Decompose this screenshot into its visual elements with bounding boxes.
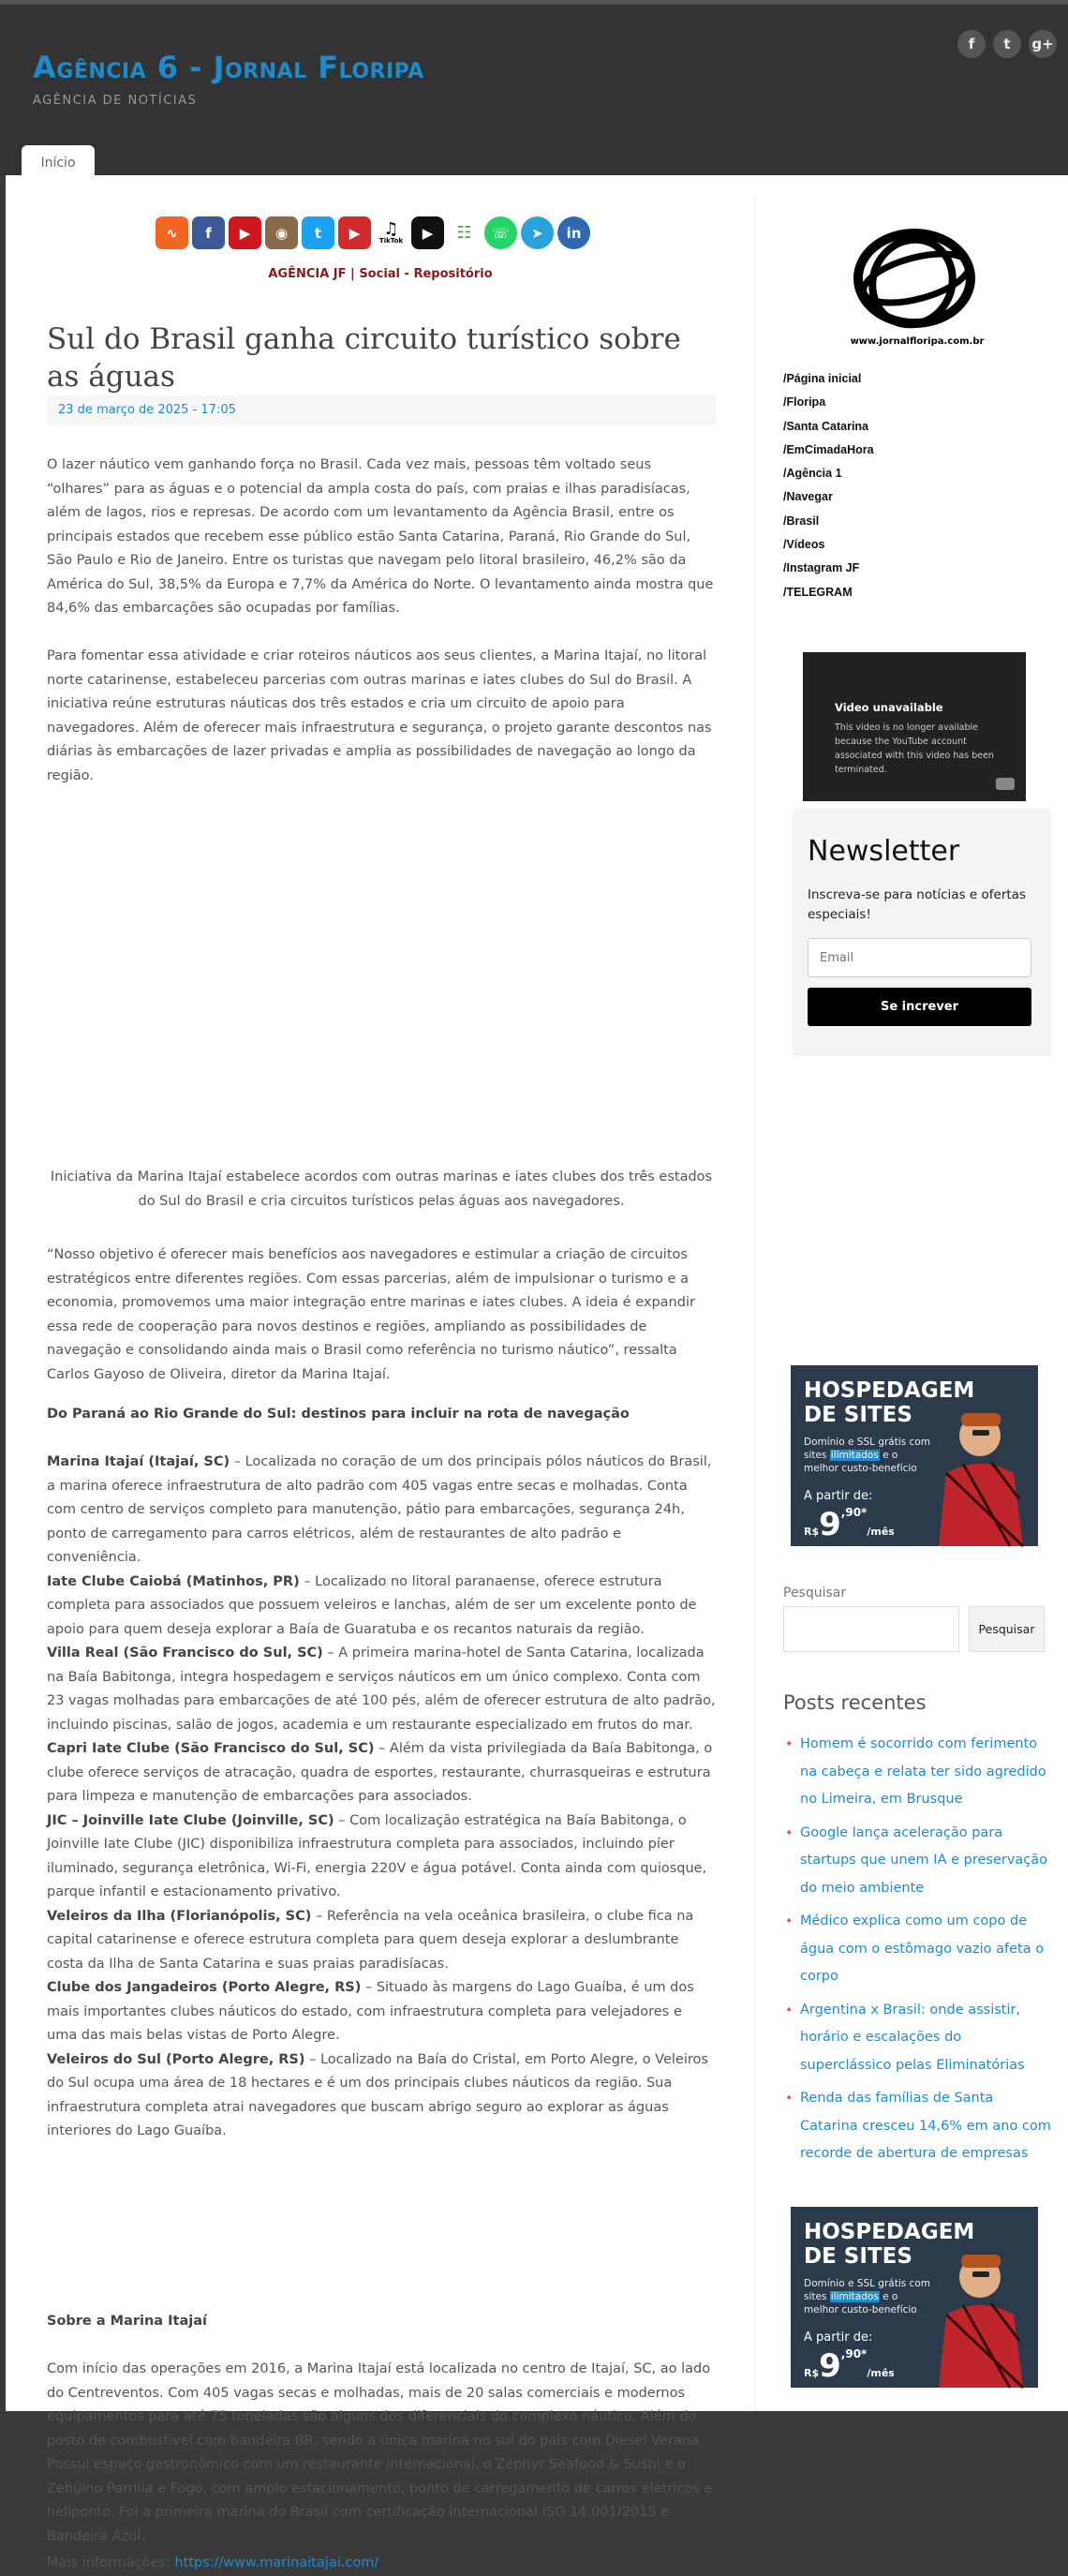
recent-posts-list: [783, 1731, 1055, 2174]
ad-person-image: [926, 2238, 1029, 2388]
ad-price: $R\$9^{,90*}$/mês: [804, 2347, 895, 2385]
logo-url-text: www.jornalfloripa.com.br: [850, 336, 985, 347]
ad-title: HOSPEDAGEM DE SITES: [804, 2220, 975, 2269]
search-input[interactable]: [783, 1606, 959, 1652]
youtube-logo-icon[interactable]: [996, 778, 1015, 790]
site-title[interactable]: Agência 6 - Jornal Floripa: [33, 50, 424, 85]
youtube-icon[interactable]: ▶: [229, 216, 261, 249]
newsletter-box: [793, 809, 1051, 1056]
more-info: Mais informações: https://www.marinaitajai.com/: [47, 2555, 379, 2570]
newsletter-text: Inscreva-se para notícias e ofertas especiais!: [808, 887, 1026, 922]
sidebar-links: [783, 367, 874, 604]
hosting-ad-2[interactable]: [791, 2207, 1038, 2388]
facebook-icon[interactable]: f: [957, 30, 986, 58]
newsletter-email-input[interactable]: [808, 938, 1031, 977]
ad-from-label: A partir de:: [804, 1489, 873, 1503]
video-embed[interactable]: [803, 652, 1026, 801]
nav-tab-home[interactable]: Início: [22, 145, 95, 180]
sidebar-link-home[interactable]: /Página inicial: [783, 372, 862, 385]
ad-person-image: [926, 1396, 1029, 1546]
sidebar-link-videos[interactable]: /Vídeos: [783, 538, 825, 552]
marina-item: Clube dos Jangadeiros (Porto Alegre, RS) – Situado às margens do Lago Guaíba, é um dos mais importantes clubes náuticos do estado, com infraestrutura completa para velejadores e uma das mais belas vistas de Porto Alegre.: [47, 1980, 694, 2043]
linkedin-icon[interactable]: in: [557, 216, 590, 249]
marina-item: Veleiros da Ilha (Florianópolis, SC) – Referência na vela oceânica brasileira, o clube fica na capital catarinense e oferece estrutura completa para quem deseja explorar a deslumbrante costa da Ilha de Santa Catarina e suas praias paradisíacas.: [47, 1908, 694, 1972]
marina-item: JIC – Joinville Iate Clube (Joinville, SC) – Com localização estratégica na Baía Babitonga, o Joinville Iate Clube (JIC) disponibiliza infraestrutura completa para associados, incluindo píer iluminado, segurança eletrônica, Wi-Fi, energia 220V e água potável. Conta ainda com quiosque, parque infantil e estacionamento privativo.: [47, 1812, 707, 1899]
recent-post-item[interactable]: ✦ Homem é socorrido com ferimento na cabeça e relata ter sido agredido no Limeira, em Brusque: [783, 1731, 1055, 1814]
recent-post-item[interactable]: ✦ Google lança aceleração para startups que unem IA e preservação do meio ambiente: [783, 1820, 1055, 1903]
agencia-social-link[interactable]: AGÊNCIA JF | Social - Repositório: [268, 267, 493, 281]
ad-subtitle: Domínio e SSL grátis com sites ilimitados e o melhor custo-benefício: [804, 2278, 930, 2315]
sidebar-link-floripa[interactable]: /Floripa: [783, 395, 826, 409]
site-header: [0, 0, 1068, 175]
post-date[interactable]: 23 de março de 2025 - 17:05: [47, 395, 716, 425]
newsletter-subscribe-button[interactable]: Se increver: [808, 988, 1031, 1026]
ad-from-label: A partir de:: [804, 2330, 873, 2345]
recent-post-item[interactable]: ✦ Médico explica como um copo de água com o estômago vazio afeta o corpo: [783, 1908, 1055, 1991]
tiktok-label: TikTok: [378, 236, 404, 245]
marina-item: Marina Itajaí (Itajaí, SC) – Localizada no coração de um dos principais pólos náuticos do Brasil, a marina oferece infraestrutura de alto padrão com 405 vagas entre secas e molhadas. Conta com centro de serviços completo para manutenção, pátio para embarcações, segurança 24h, ponto de carregamento para carros elétricos, além de restaurantes de alto padrão e conveniência.: [47, 1454, 712, 1565]
bullet-icon: ✦: [785, 2004, 794, 2016]
sidebar-link-agencia-1[interactable]: /Agência 1: [783, 467, 842, 481]
marina-website-link[interactable]: https://www.marinaitajai.com/: [174, 2555, 379, 2570]
sidebar-link-telegram[interactable]: /TELEGRAM: [783, 585, 853, 599]
section-heading-sobre: Sobre a Marina Itajaí: [47, 2314, 207, 2329]
article-paragraph-2: Para fomentar essa atividade e criar roteiros náuticos aos seus clientes, a Marina Itajaí, no litoral norte catarinense, estabeleceu parcerias com outras marinas e iates clubes do Sul do Brasil. A iniciativa reúne estruturas náuticas dos três estados e cria um circuito de apoio para navegadores. Além de oferecer mais infraestrutura e segurança, o projeto garante descontos nas diárias às embarcações de lazer privadas e amplia as possibilidades de navegação ao longo da região.: [47, 648, 712, 783]
marina-list: [47, 1451, 716, 2144]
site-description: AGÊNCIA DE NOTÍCIAS: [33, 94, 198, 108]
article-quote: “Nosso objetivo é oferecer mais benefícios aos navegadores e estimular a criação de circuitos estratégicos entre diferentes regiões. Com essas parcerias, além de impulsionar o turismo e a economia, promovemos uma maior integração entre marinas e iates clubes. A ideia é expandir essa rede de cooperação para novos destinos e regiões, ampliando as possibilidades de navegação e consolidando ainda mais o Brasil como referência no turismo náutico”, ressalta Carlos Gayoso de Oliveira, diretor da Marina Itajaí.: [47, 1247, 695, 1382]
marina-item: Villa Real (São Francisco do Sul, SC) – A primeira marina-hotel de Santa Catarina, localizada na Baía Babitonga, integra hospedagem e serviços náuticos em um único complexo. Conta com 23 vagas molhadas para embarcações de até 100 pés, além de oferecer estrutura de alto padrão, incluindo piscinas, salão de jogos, academia e um restaurante especializado em frutos do mar.: [47, 1645, 716, 1733]
video-title: Video unavailable: [835, 701, 943, 714]
sidebar-link-emcimadahora[interactable]: /EmCimadaHora: [783, 442, 874, 456]
marina-item: Iate Clube Caiobá (Matinhos, PR) – Localizado no litoral paranaense, oferece estrutura completa para associados que possuem veleiros e lanchas, além de ser um excelente ponto de apoio para quem deseja explorar a Baía de Guaratuba e os recantos naturais da região.: [47, 1573, 697, 1637]
article-paragraph-1: O lazer náutico vem ganhando força no Brasil. Cada vez mais, pessoas têm voltado seus “olhares” para as águas e o potencial da ampla costa do país, com praias e ilhas paradisíacas, além de lagos, rios e represas. De acordo com um levantamento da Agência Brasil, entre os principais estados que recebem esse público estão Santa Catarina, Paraná, Rio Grande do Sul, São Paulo e Rio de Janeiro. Entre os turistas que navegam pelo litoral brasileiro, 46,2% são da América do Sul, 38,5% da Europa e 7,7% da América do Norte. O levantamento ainda mostra que 84,6% das embarcações são ocupadas por famílias.: [47, 457, 714, 616]
youtube-icon-2[interactable]: ▶: [338, 216, 371, 249]
bullet-icon: ✦: [785, 1827, 794, 1839]
jornal-floripa-logo[interactable]: [847, 224, 987, 351]
main-column: [6, 175, 755, 2570]
rss-icon[interactable]: ∿: [156, 216, 188, 249]
sidebar-link-santa-catarina[interactable]: /Santa Catarina: [783, 419, 869, 433]
video-play-icon[interactable]: ▶: [411, 216, 444, 249]
marina-item: Capri Iate Clube (São Francisco do Sul, SC) – Além da vista privilegiada da Baía Babitonga, o clube oferece serviços de atracação, quadra de esportes, restaurante, churrasqueiras e estrutura para limpeza e manutenção de embarcações para associados.: [47, 1741, 713, 1804]
sidebar-link-navegar[interactable]: /Navegar: [783, 490, 833, 504]
hosting-ad-1[interactable]: [791, 1365, 1038, 1546]
instagram-icon[interactable]: ◉: [265, 216, 298, 249]
sidebar: [755, 175, 1068, 2411]
ad-title: HOSPEDAGEM DE SITES: [804, 1378, 975, 1427]
recent-post-item[interactable]: ✦ Renda das famílias de Santa Catarina cresceu 14,6% em ano com recorde de abertura de empresas: [783, 2085, 1055, 2168]
twitter-icon[interactable]: t: [302, 216, 334, 249]
article-about: Com início das operações em 2016, a Marina Itajaí está localizada no centro de Itajaí, SC, ao lado do Centreventos. Com 405 vagas secas e molhadas, mais de 20 salas comerciais e modernos equipamentos para até 75 toneladas são alguns dos diferenciais do complexo náutico. Além do posto de combustível com bandeira BR, sendo a única marina no sul do país com Diesel Verana. Possui espaço gastronômico com um restaurante internacional, o Zephyr Seafood & Sushi e o Zebuíno Parrilla e Fogo, com amplo estacionamento, ponto de carregamento de carros elétricos e heliponto. Foi a primeira marina do Brasil com certificação internacional ISO 14.001/2015 e Bandeira Azul.: [47, 2361, 713, 2544]
tiktok-icon[interactable]: ♫ TikTok: [375, 216, 408, 249]
search-label: Pesquisar: [783, 1586, 847, 1601]
video-description: This video is no longer available because the YouTube account associated with this video has been terminated.: [835, 722, 994, 775]
sitemap-icon[interactable]: ☷: [448, 216, 481, 249]
newsletter-title: Newsletter: [808, 835, 960, 868]
sidebar-link-instagram[interactable]: /Instagram JF: [783, 561, 860, 575]
page-content: [6, 175, 1068, 2570]
recent-post-item[interactable]: ✦ Argentina x Brasil: onde assistir, horário e escalações do superclássico pelas Eliminatórias: [783, 1997, 1055, 2080]
sidebar-link-brasil[interactable]: /Brasil: [783, 514, 820, 528]
header-social: [957, 30, 1057, 58]
search-button[interactable]: Pesquisar: [969, 1606, 1045, 1652]
ad-price: $R\$9^{,90*}$/mês: [804, 1506, 895, 1543]
ad-subtitle: Domínio e SSL grátis com sites ilimitados e o melhor custo-benefício: [804, 1437, 930, 1474]
bullet-icon: ✦: [785, 1916, 794, 1927]
marina-item: Veleiros do Sul (Porto Alegre, RS) – Localizado na Baía do Cristal, em Porto Alegre, o Veleiros do Sul ocupa uma área de 18 hectares e é um dos principais clubes náuticos da região. Sua infraestrutura completa atrai navegadores que buscam abrigo seguro ao explorar as águas interiores do Lago Guaíba.: [47, 2051, 708, 2138]
google-plus-icon[interactable]: g+: [1029, 30, 1057, 58]
section-heading-destinos: Do Paraná ao Rio Grande do Sul: destinos para incluir na rota de navegação: [47, 1407, 630, 1422]
telegram-icon[interactable]: ➤: [521, 216, 554, 249]
facebook-icon[interactable]: f: [192, 216, 225, 249]
bullet-icon: ✦: [785, 1739, 794, 1750]
whatsapp-icon[interactable]: ☏: [484, 216, 517, 249]
social-icon-row: [156, 216, 590, 249]
twitter-icon[interactable]: t: [993, 30, 1021, 58]
post-title: Sul do Brasil ganha circuito turístico sobre as águas: [47, 322, 681, 394]
recent-posts-title: Posts recentes: [783, 1691, 927, 1714]
image-caption: Iniciativa da Marina Itajaí estabelece acordos com outras marinas e iates clubes dos três estados do Sul do Brasil e cria circuitos turísticos pelas águas aos navegadores.: [50, 1169, 713, 1209]
bullet-icon: ✦: [785, 2093, 794, 2104]
